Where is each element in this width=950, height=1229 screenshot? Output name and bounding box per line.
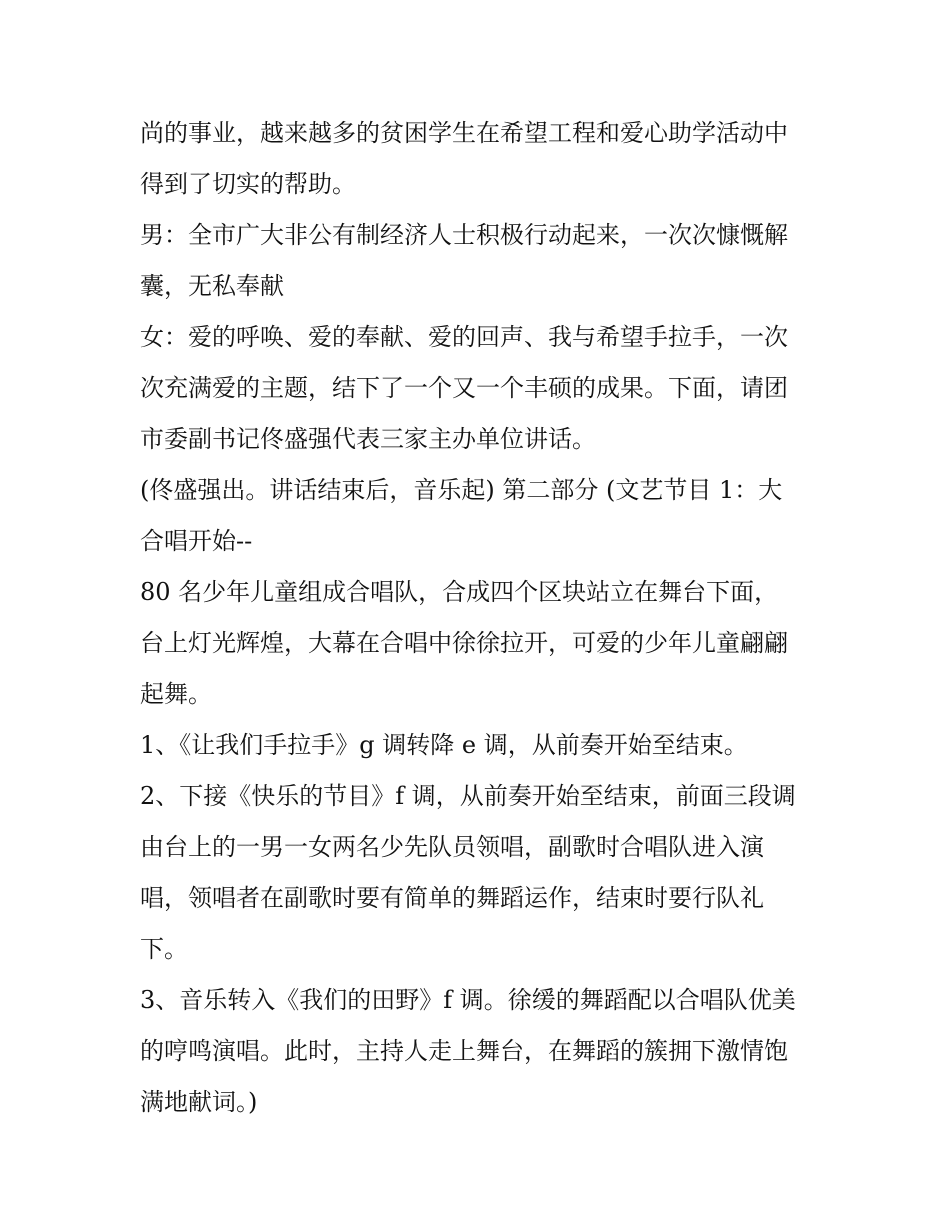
text-line: 合唱开始-- xyxy=(140,527,253,555)
text-line: 唱，领唱者在副歌时要有简单的舞蹈运作，结束时要行队礼 xyxy=(140,884,764,912)
text-line: 2、下接《快乐的节目》f 调，从前奏开始至结束，前面三段调 xyxy=(140,782,796,810)
text-line: 市委副书记佟盛强代表三家主办单位讲话。 xyxy=(140,425,596,453)
text-line: 80 名少年儿童组成合唱队，合成四个区块站立在舞台下面， xyxy=(140,578,779,606)
text-line: 尚的事业，越来越多的贫困学生在希望工程和爱心助学活动中 xyxy=(140,119,788,147)
text-line: (佟盛强出。讲话结束后，音乐起) 第二部分 (文艺节目 1：大 xyxy=(140,476,783,504)
text-line: 得到了切实的帮助。 xyxy=(140,170,356,198)
text-line: 满地献词。) xyxy=(140,1088,258,1116)
text-line: 台上灯光辉煌，大幕在合唱中徐徐拉开，可爱的少年儿童翩翩 xyxy=(140,629,788,657)
text-line: 由台上的一男一女两名少先队员领唱，副歌时合唱队进入演 xyxy=(140,833,764,861)
text-line: 的哼鸣演唱。此时，主持人走上舞台，在舞蹈的簇拥下激情饱 xyxy=(140,1037,788,1065)
text-line: 起舞。 xyxy=(140,680,212,708)
text-line: 次充满爱的主题，结下了一个又一个丰硕的成果。下面，请团 xyxy=(140,374,788,402)
text-line: 下。 xyxy=(140,935,188,963)
text-line: 女：爱的呼唤、爱的奉献、爱的回声、我与希望手拉手，一次 xyxy=(140,323,788,351)
text-line: 囊，无私奉献 xyxy=(140,272,284,300)
text-line: 3、音乐转入《我们的田野》f 调。徐缓的舞蹈配以合唱队优美 xyxy=(140,986,796,1014)
text-line: 男：全市广大非公有制经济人士积极行动起来，一次次慷慨解 xyxy=(140,221,788,249)
document-body xyxy=(140,108,820,1128)
text-line: 1、《让我们手拉手》g 调转降 e 调，从前奏开始至结束。 xyxy=(140,731,748,759)
